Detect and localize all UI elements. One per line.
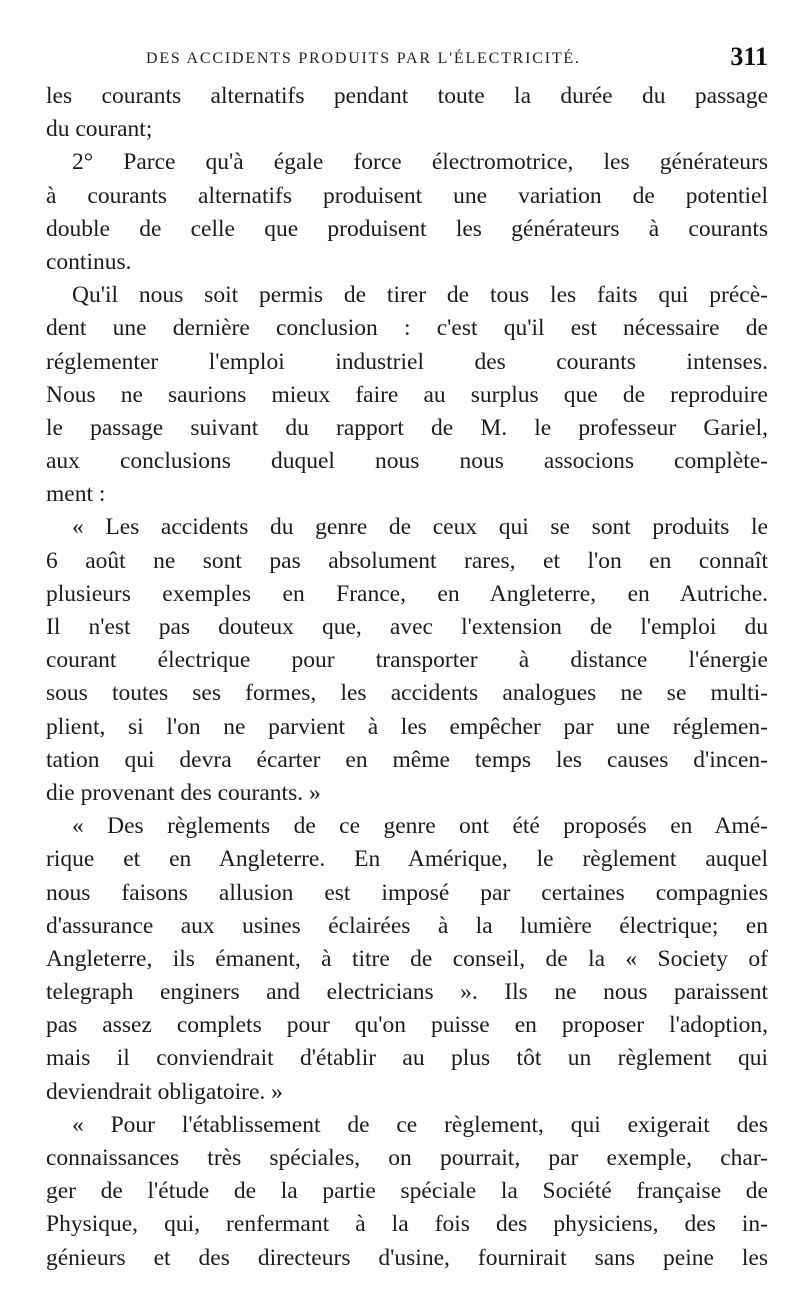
text-line: plusieurs exemples en France, en Angleterre, en Autriche. <box>46 580 768 607</box>
text-line: sous toutes ses formes, les accidents analogues ne se multi- <box>46 680 768 707</box>
text-line: d'assurance aux usines éclairées à la lumière électrique; en <box>46 912 768 939</box>
text-line: pas assez complets pour qu'on puisse en proposer l'adoption, <box>46 1012 768 1039</box>
text-line: aux conclusions duquel nous nous associons complète- <box>46 448 768 475</box>
text-line: rique et en Angleterre. En Amérique, le règlement auquel <box>46 846 768 873</box>
text-line: génieurs et des directeurs d'usine, fournirait sans peine les <box>46 1244 768 1271</box>
text-line: « Les accidents du genre de ceux qui se sont produits le <box>72 514 768 541</box>
text-line: « Pour l'établissement de ce règlement, qui exigerait des <box>72 1111 768 1138</box>
text-line: ment : <box>46 481 106 508</box>
text-line: réglementer l'emploi industriel des courants intenses. <box>46 348 768 375</box>
text-line: continus. <box>46 248 132 275</box>
text-line: telegraph enginers and electricians ». Ils ne nous paraissent <box>46 979 768 1006</box>
text-line: 6 août ne sont pas absolument rares, et l'on en connaît <box>46 547 768 574</box>
text-line: les courants alternatifs pendant toute la durée du passage <box>46 83 768 109</box>
text-line: Angleterre, ils émanent, à titre de conseil, de la « Society of <box>46 945 768 972</box>
text-line: dent une dernière conclusion : c'est qu'il est nécessaire de <box>46 315 768 342</box>
text-line: connaissances très spéciales, on pourrait, par exemple, char- <box>46 1145 768 1171</box>
text-line: nous faisons allusion est imposé par certaines compagnies <box>46 879 768 906</box>
text-line: deviendrait obligatoire. » <box>46 1078 283 1105</box>
text-line: Qu'il nous soit permis de tirer de tous les faits qui précè- <box>72 282 768 309</box>
text-line: die provenant des courants. » <box>46 779 321 806</box>
text-line: Il n'est pas douteux que, avec l'extension de l'emploi du <box>46 614 768 640</box>
page-number: 311 <box>730 42 768 71</box>
text-line: Physique, qui, renfermant à la fois des physiciens, des in- <box>46 1211 768 1238</box>
text-line: courant électrique pour transporter à distance l'énergie <box>46 647 768 674</box>
page-header <box>46 42 768 78</box>
text-line: double de celle que produisent les générateurs à courants <box>46 215 768 242</box>
text-line: Nous ne saurions mieux faire au surplus que de reproduire <box>46 381 768 408</box>
text-line: à courants alternatifs produisent une variation de potentiel <box>46 182 768 209</box>
text-line: plient, si l'on ne parvient à les empêcher par une réglemen- <box>46 713 768 740</box>
running-title: DES ACCIDENTS PRODUITS PAR L'ÉLECTRICITÉ. <box>146 50 581 67</box>
text-line: ger de l'étude de la partie spéciale la Société française de <box>46 1178 768 1205</box>
text-line: « Des règlements de ce genre ont été proposés en Amé- <box>72 813 768 840</box>
text-line: mais il conviendrait d'établir au plus tôt un règlement qui <box>46 1045 768 1072</box>
text-line: le passage suivant du rapport de M. le professeur Gariel, <box>46 414 768 441</box>
text-line: du courant; <box>46 116 153 143</box>
body-text <box>46 80 768 1275</box>
text-line: 2° Parce qu'à égale force électromotrice, les générateurs <box>72 149 768 176</box>
text-line: tation qui devra écarter en même temps les causes d'incen- <box>46 746 768 773</box>
